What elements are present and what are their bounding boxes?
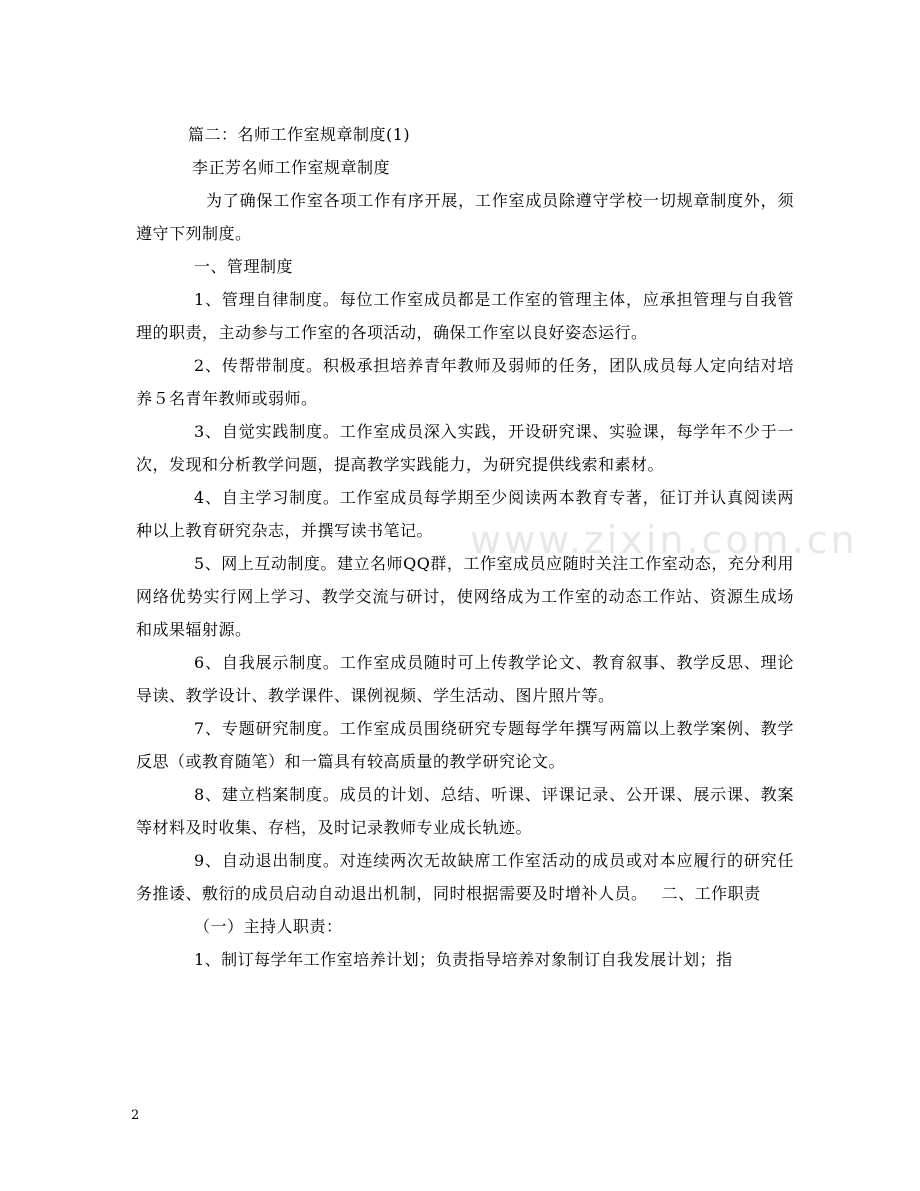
rule-item-4: 4、自主学习制度。工作室成员每学期至少阅读两本教育专著，征订并认真阅读两种以上教育研究杂志，并撰写读书笔记。 [136, 488, 794, 540]
rule-item-6: 6、自我展示制度。工作室成员随时可上传教学论文、教育叙事、教学反思、理论导读、教学设计、教学课件、课例视频、学生活动、图片照片等。 [136, 653, 794, 705]
subheading-host-duties: （一）主持人职责： [194, 917, 343, 936]
duty-item-1: 1、制订每学年工作室培养计划；负责指导培养对象制订自我发展计划；指 [194, 950, 733, 969]
document-title: 李正芳名师工作室规章制度 [192, 158, 391, 177]
intro-paragraph: 为了确保工作室各项工作有序开展，工作室成员除遵守学校一切规章制度外，须遵守下列制度。 [136, 191, 794, 243]
rule-item-2: 2、传帮带制度。积极承担培养青年教师及弱师的任务，团队成员每人定向结对培养５名青年教师或弱师。 [136, 356, 794, 408]
watermark-text: www.zixin.com.cn [470, 518, 858, 562]
rule-item-9: 9、自动退出制度。对连续两次无故缺席工作室活动的成员或对本应履行的研究任务推诿、敷衍的成员启动自动退出机制，同时根据需要及时增补人员。 二、工作职责 [136, 851, 794, 903]
page-number: 2 [131, 1108, 140, 1123]
rule-item-5: 5、网上互动制度。建立名师QQ群，工作室成员应随时关注工作室动态，充分利用网络优势实行网上学习、教学交流与研讨，使网络成为工作室的动态工作站、资源生成场和成果辐射源。 [136, 554, 794, 639]
section-title: 篇二：名师工作室规章制度(1) [188, 125, 411, 144]
rule-item-8: 8、建立档案制度。成员的计划、总结、听课、评课记录、公开课、展示课、教案等材料及时收集、存档，及时记录教师专业成长轨迹。 [136, 785, 794, 837]
rule-item-7: 7、专题研究制度。工作室成员围绕研究专题每学年撰写两篇以上教学案例、教学反思（或教育随笔）和一篇具有较高质量的教学研究论文。 [136, 719, 794, 771]
document-body [136, 118, 794, 976]
rule-item-1: 1、管理自律制度。每位工作室成员都是工作室的管理主体，应承担管理与自我管理的职责，主动参与工作室的各项活动，确保工作室以良好姿态运行。 [136, 290, 794, 342]
heading-management-rules: 一、管理制度 [194, 257, 294, 276]
rule-item-3: 3、自觉实践制度。工作室成员深入实践，开设研究课、实验课，每学年不少于一次，发现和分析教学问题，提高教学实践能力，为研究提供线索和素材。 [136, 422, 794, 474]
